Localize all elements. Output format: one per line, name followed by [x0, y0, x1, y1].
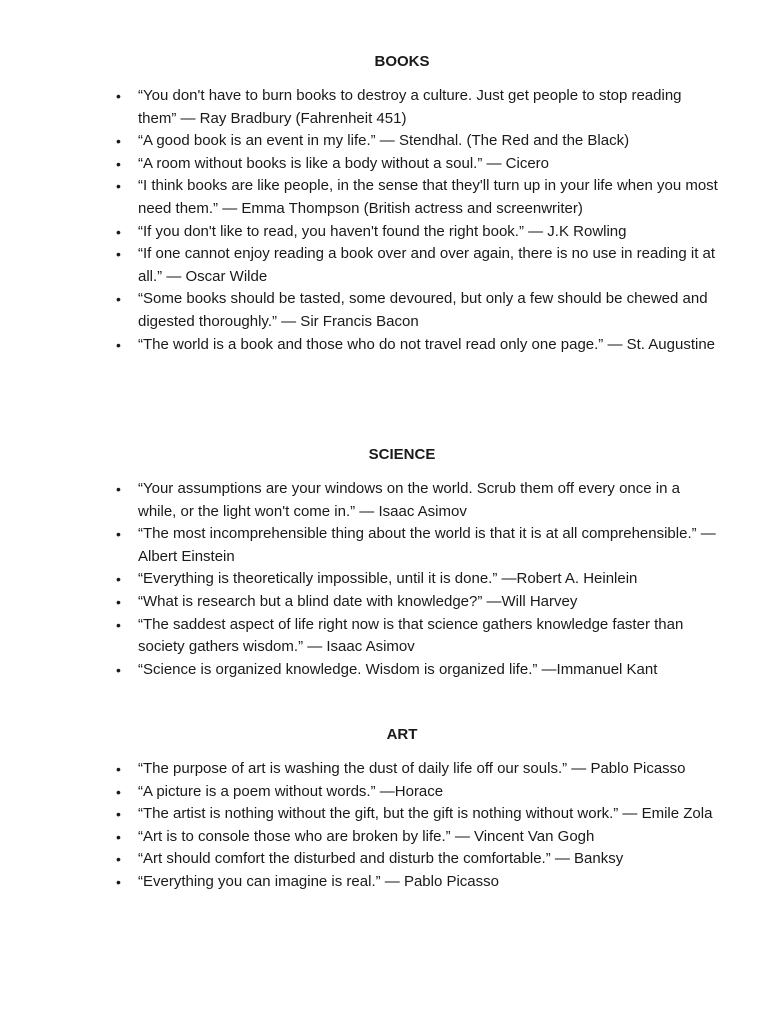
quote-text: “The world is a book and those who do not travel read only one page.” — St. Augustine	[138, 335, 716, 353]
list-item	[116, 334, 718, 357]
list-item	[116, 130, 718, 153]
section-books	[0, 52, 768, 356]
quote-text: “The purpose of art is washing the dust of daily life off our souls.” — Pablo Picasso	[138, 760, 686, 777]
quote-text: “A good book is an event in my life.” — Stendhal. (The Red and the Black)	[138, 132, 630, 150]
quote-text: “If one cannot enjoy reading a book over and over again, there is no use in reading it at all.” — Oscar Wilde	[138, 245, 716, 285]
list-item	[116, 659, 718, 682]
quote-text: “Some books should be tasted, some devoured, but only a few should be chewed and digested thoroughly.” — Sir Francis Bacon	[138, 290, 708, 330]
bullet-icon: •	[116, 806, 121, 823]
bullet-icon: •	[116, 661, 121, 678]
quote-text: “Your assumptions are your windows on the world. Scrub them off every once in a while, or the light won't come in.” — Isaac Asimov	[138, 480, 680, 520]
bullet-icon: •	[116, 783, 121, 800]
quote-text: “The artist is nothing without the gift, but the gift is nothing without work.” — Emile Zola	[138, 805, 713, 823]
quote-text: “Art should comfort the disturbed and disturb the comfortable.” — Banksy	[138, 850, 624, 868]
bullet-icon: •	[116, 828, 121, 845]
quote-text: “Science is organized knowledge. Wisdom is organized life.” —Immanuel Kant	[138, 660, 658, 678]
list-item	[116, 614, 718, 659]
list-item	[116, 803, 718, 826]
list-item	[116, 221, 718, 244]
section-title-science: SCIENCE	[368, 446, 436, 463]
quote-text: “I think books are like people, in the sense that they'll turn up in your life when you most need them.” — Emma Thompson (British actress and screenwriter)	[138, 177, 718, 217]
list-item	[116, 871, 718, 894]
list-item	[116, 591, 718, 614]
bullet-icon: •	[116, 526, 121, 543]
bullet-icon: •	[116, 336, 121, 353]
list-item	[116, 781, 718, 804]
section-science	[0, 445, 768, 681]
list-item	[116, 153, 718, 176]
quote-text: “If you don't like to read, you haven't found the right book.” — J.K Rowling	[138, 222, 627, 240]
quote-text: “A picture is a poem without words.” —Horace	[138, 782, 444, 800]
list-item	[116, 523, 718, 568]
quote-text: “A room without books is like a body without a soul.” — Cicero	[138, 154, 550, 172]
list-item	[116, 85, 718, 130]
bullet-icon: •	[116, 291, 121, 308]
bullet-icon: •	[116, 178, 121, 195]
list-item	[116, 288, 718, 333]
list-item	[116, 478, 718, 523]
section-title-books: BOOKS	[374, 53, 430, 70]
bullet-icon: •	[116, 593, 121, 610]
bullet-icon: •	[116, 481, 121, 497]
quote-text: “The saddest aspect of life right now is that science gathers knowledge faster than society gathers wisdom.” — Isaac Asimov	[138, 615, 684, 656]
quote-text: “What is research but a blind date with knowledge?” —Will Harvey	[138, 592, 578, 610]
quote-text: “You don't have to burn books to destroy a culture. Just get people to stop reading them” — Ray Bradbury (Fahrenheit 451)	[138, 87, 682, 127]
quote-list-books	[0, 85, 768, 356]
list-item	[116, 175, 718, 220]
bullet-icon: •	[116, 88, 121, 104]
bullet-icon: •	[116, 851, 121, 868]
bullet-icon: •	[116, 155, 121, 172]
bullet-icon: •	[116, 616, 121, 633]
quote-list-art	[0, 758, 768, 894]
bullet-icon: •	[116, 223, 121, 240]
bullet-icon: •	[116, 133, 121, 150]
section-title-art: ART	[386, 726, 418, 743]
list-item	[116, 826, 718, 849]
list-item	[116, 758, 718, 781]
bullet-icon: •	[116, 246, 121, 263]
list-item	[116, 568, 718, 591]
section-art	[0, 725, 768, 894]
bullet-icon: •	[116, 873, 121, 890]
bullet-icon: •	[116, 571, 121, 588]
list-item	[116, 848, 718, 871]
quote-text: “Everything you can imagine is real.” — Pablo Picasso	[138, 872, 499, 890]
quote-list-science	[0, 478, 768, 681]
quote-text: “Art is to console those who are broken by life.” — Vincent Van Gogh	[138, 827, 595, 845]
quote-text: “Everything is theoretically impossible, until it is done.” —Robert A. Heinlein	[138, 570, 638, 588]
list-item	[116, 243, 718, 288]
quote-text: “The most incomprehensible thing about the world is that it is at all comprehensible.” — Albert Einstein	[138, 525, 716, 565]
bullet-icon: •	[116, 761, 121, 777]
